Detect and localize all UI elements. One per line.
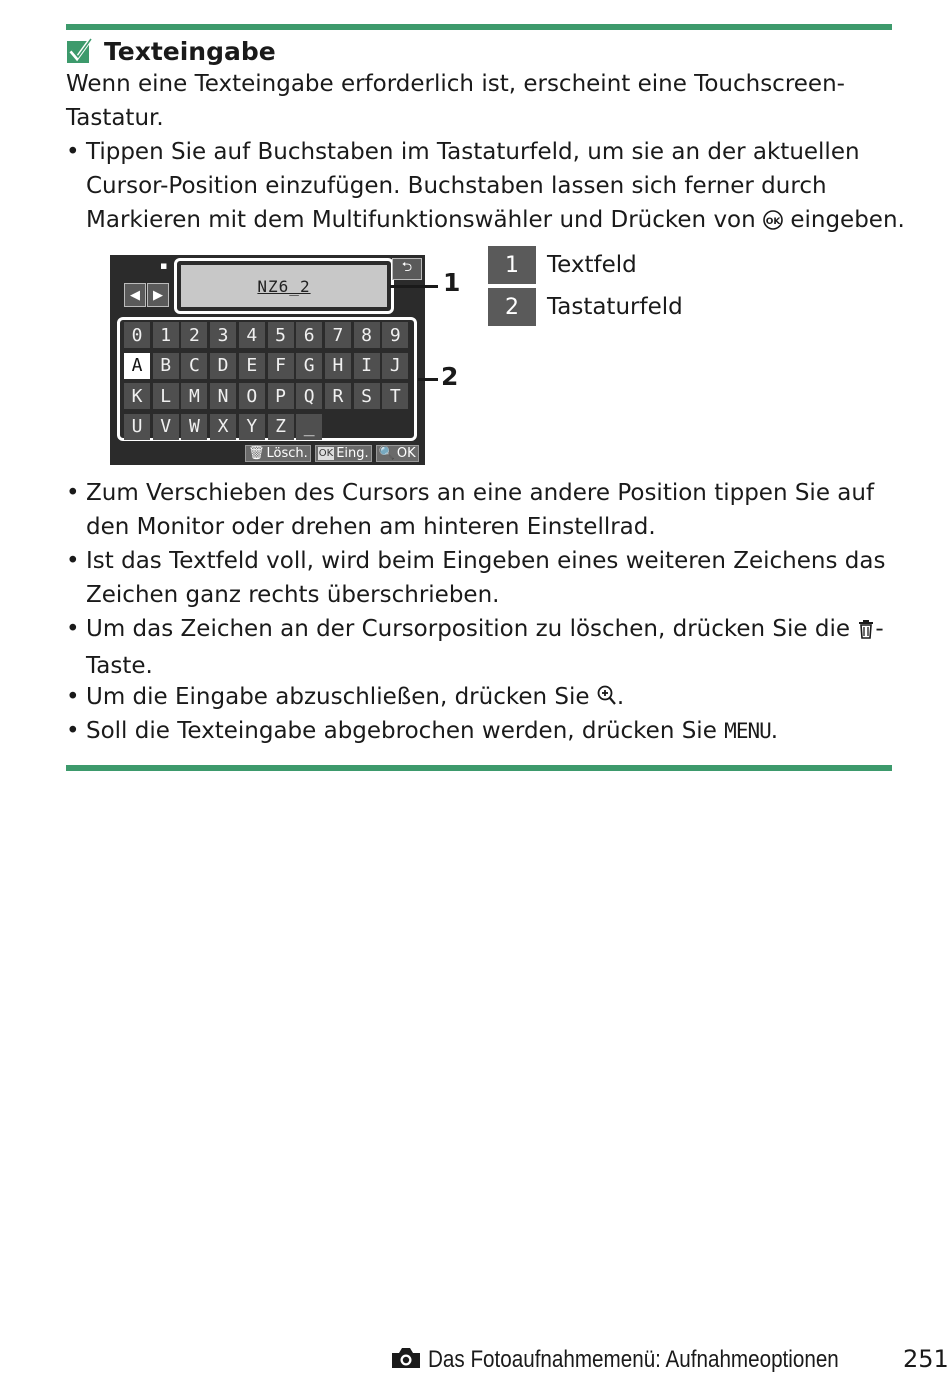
keyboard-area — [117, 317, 417, 441]
bullet-item: • Zum Verschieben des Cursors an eine andere Position tippen Sie auf den Monitor oder drehen am hinteren Einstellrad. — [66, 476, 906, 544]
keyboard-key[interactable]: 6 — [296, 322, 322, 348]
ok-button-icon — [763, 206, 783, 240]
keyboard-key[interactable]: 5 — [268, 322, 294, 348]
bullet-text: Soll die Texteingabe abgebrochen werden, drücken Sie — [86, 718, 725, 744]
keyboard-key[interactable]: S — [354, 383, 380, 409]
keyboard-key[interactable]: O — [239, 383, 265, 409]
text-field[interactable] — [174, 258, 394, 314]
bullet-text: Zum Verschieben des Cursors an eine andere Position tippen Sie auf den Monitor oder drehen am hinteren Einstellrad. — [86, 480, 875, 540]
enter-hint: OK Eing. — [315, 445, 372, 462]
bullet-item: • Ist das Textfeld voll, wird beim Eingeben eines weiteren Zeichens das Zeichen ganz rechts überschrieben. — [66, 544, 906, 612]
screen-bottom-bar — [245, 445, 421, 462]
delete-hint: 🗑 Lösch. — [245, 445, 311, 462]
confirm-hint: 🔍 OK — [376, 445, 419, 462]
keyboard-key[interactable]: C — [181, 353, 207, 379]
keyboard-key[interactable]: P — [268, 383, 294, 409]
page-number: 251 — [903, 1345, 949, 1373]
keyboard-key[interactable]: 2 — [181, 322, 207, 348]
keyboard-key[interactable]: N — [210, 383, 236, 409]
legend-number: 1 — [488, 246, 536, 284]
keyboard-key[interactable]: F — [268, 353, 294, 379]
callout-line-1 — [390, 285, 438, 288]
trash-icon: 🗑 — [248, 446, 265, 461]
bullet-item: • Tippen Sie auf Buchstaben im Tastaturfeld, um sie an der aktuellen Cursor-Position einzufügen. Buchstaben lassen sich ferner durch Markieren mit dem Multifunktionswähler und Drücken von OK eingeben. — [66, 135, 906, 237]
keyboard-key[interactable]: J — [382, 353, 408, 379]
legend-row — [488, 246, 637, 284]
keyboard-key[interactable]: M — [181, 383, 207, 409]
svg-text:OK: OK — [765, 217, 781, 227]
camera-icon — [390, 1346, 422, 1374]
bullet-text: Ist das Textfeld voll, wird beim Eingeben eines weiteren Zeichens das Zeichen ganz rechts überschrieben. — [86, 548, 886, 608]
bullet-text-end: . — [770, 718, 779, 744]
zoom-icon: 🔍 — [378, 446, 395, 461]
keyboard-key[interactable]: I — [354, 353, 380, 379]
keyboard-key[interactable]: 4 — [239, 322, 265, 348]
heading-title: Texteingabe — [104, 36, 276, 66]
keyboard-key[interactable]: K — [124, 383, 150, 409]
bullet-text: Um das Zeichen an der Cursorposition zu löschen, drücken Sie die — [86, 616, 858, 642]
keyboard-key[interactable]: E — [239, 353, 265, 379]
cursor-right-button[interactable]: ▶ — [147, 283, 169, 307]
ok-icon: OK — [318, 448, 334, 459]
zoom-in-icon — [597, 683, 617, 717]
trash-icon — [857, 615, 875, 649]
keyboard-key[interactable]: D — [210, 353, 236, 379]
keyboard-key[interactable]: Y — [239, 414, 265, 440]
bullet-text: Tippen Sie auf Buchstaben im Tastaturfeld, um sie an der aktuellen Cursor-Position einzufügen. Buchstaben lassen sich ferner durch Markieren mit dem Multifunktionswähler und Drücken von — [86, 139, 860, 233]
keyboard-key[interactable]: V — [153, 414, 179, 440]
legend-label: Tastaturfeld — [547, 294, 683, 320]
legend-row — [488, 288, 683, 326]
keyboard-key[interactable]: 8 — [354, 322, 380, 348]
bullet-text-end: . — [616, 684, 625, 710]
camera-screen — [110, 255, 425, 465]
top-rule — [66, 24, 892, 30]
legend-number: 2 — [488, 288, 536, 326]
return-icon: ⮌ — [401, 260, 413, 275]
intro-paragraph: Wenn eine Texteingabe erforderlich ist, erscheint eine Touchscreen-Tastatur. — [66, 71, 845, 131]
counter-icon: ▪ — [160, 259, 168, 272]
bullet-item: • Soll die Texteingabe abgebrochen werden, drücken Sie MENU. — [66, 718, 779, 744]
bullet-item: • Um das Zeichen an der Cursorposition zu löschen, drücken Sie die -Taste. — [66, 616, 884, 679]
page-footer — [390, 1340, 906, 1380]
bottom-rule — [66, 765, 892, 771]
keyboard-key[interactable]: 1 — [153, 322, 179, 348]
bullet-item: • Um die Eingabe abzuschließen, drücken Sie . — [66, 680, 906, 714]
keyboard-key[interactable]: R — [325, 383, 351, 409]
bullet-text-end: eingeben. — [783, 207, 905, 233]
keyboard-key[interactable]: 7 — [325, 322, 351, 348]
keyboard-key[interactable]: G — [296, 353, 322, 379]
keyboard-key[interactable]: L — [153, 383, 179, 409]
keyboard-key[interactable]: U — [124, 414, 150, 440]
callout-line-2 — [418, 378, 438, 381]
bullet-text-end: -Taste. — [86, 616, 884, 679]
section-heading — [66, 35, 276, 67]
keyboard-key[interactable]: T — [382, 383, 408, 409]
keyboard-key[interactable]: _ — [296, 414, 322, 440]
bullet-text: Um die Eingabe abzuschließen, drücken Sie — [86, 684, 597, 710]
keyboard-key[interactable]: X — [210, 414, 236, 440]
back-button[interactable] — [392, 258, 422, 280]
callout-1: 1 — [443, 268, 461, 297]
keyboard-key[interactable]: Q — [296, 383, 322, 409]
legend-label: Textfeld — [547, 252, 637, 278]
keyboard-key[interactable]: A — [124, 353, 150, 379]
cursor-left-button[interactable]: ◀ — [124, 283, 146, 307]
checkmark-icon — [66, 38, 92, 64]
keyboard-key[interactable]: 3 — [210, 322, 236, 348]
callout-2: 2 — [441, 362, 459, 391]
text-field-value: NZ6_2 — [257, 276, 311, 296]
footer-link[interactable]: Das Fotoaufnahmemenü: Aufnahmeoptionen — [428, 1346, 839, 1373]
keyboard-key[interactable]: H — [325, 353, 351, 379]
keyboard-key[interactable]: B — [153, 353, 179, 379]
keyboard-key[interactable]: W — [181, 414, 207, 440]
keyboard-key[interactable]: Z — [268, 414, 294, 440]
menu-button-label: MENU — [724, 719, 771, 743]
keyboard-key[interactable]: 0 — [124, 322, 150, 348]
keyboard-key[interactable]: 9 — [382, 322, 408, 348]
